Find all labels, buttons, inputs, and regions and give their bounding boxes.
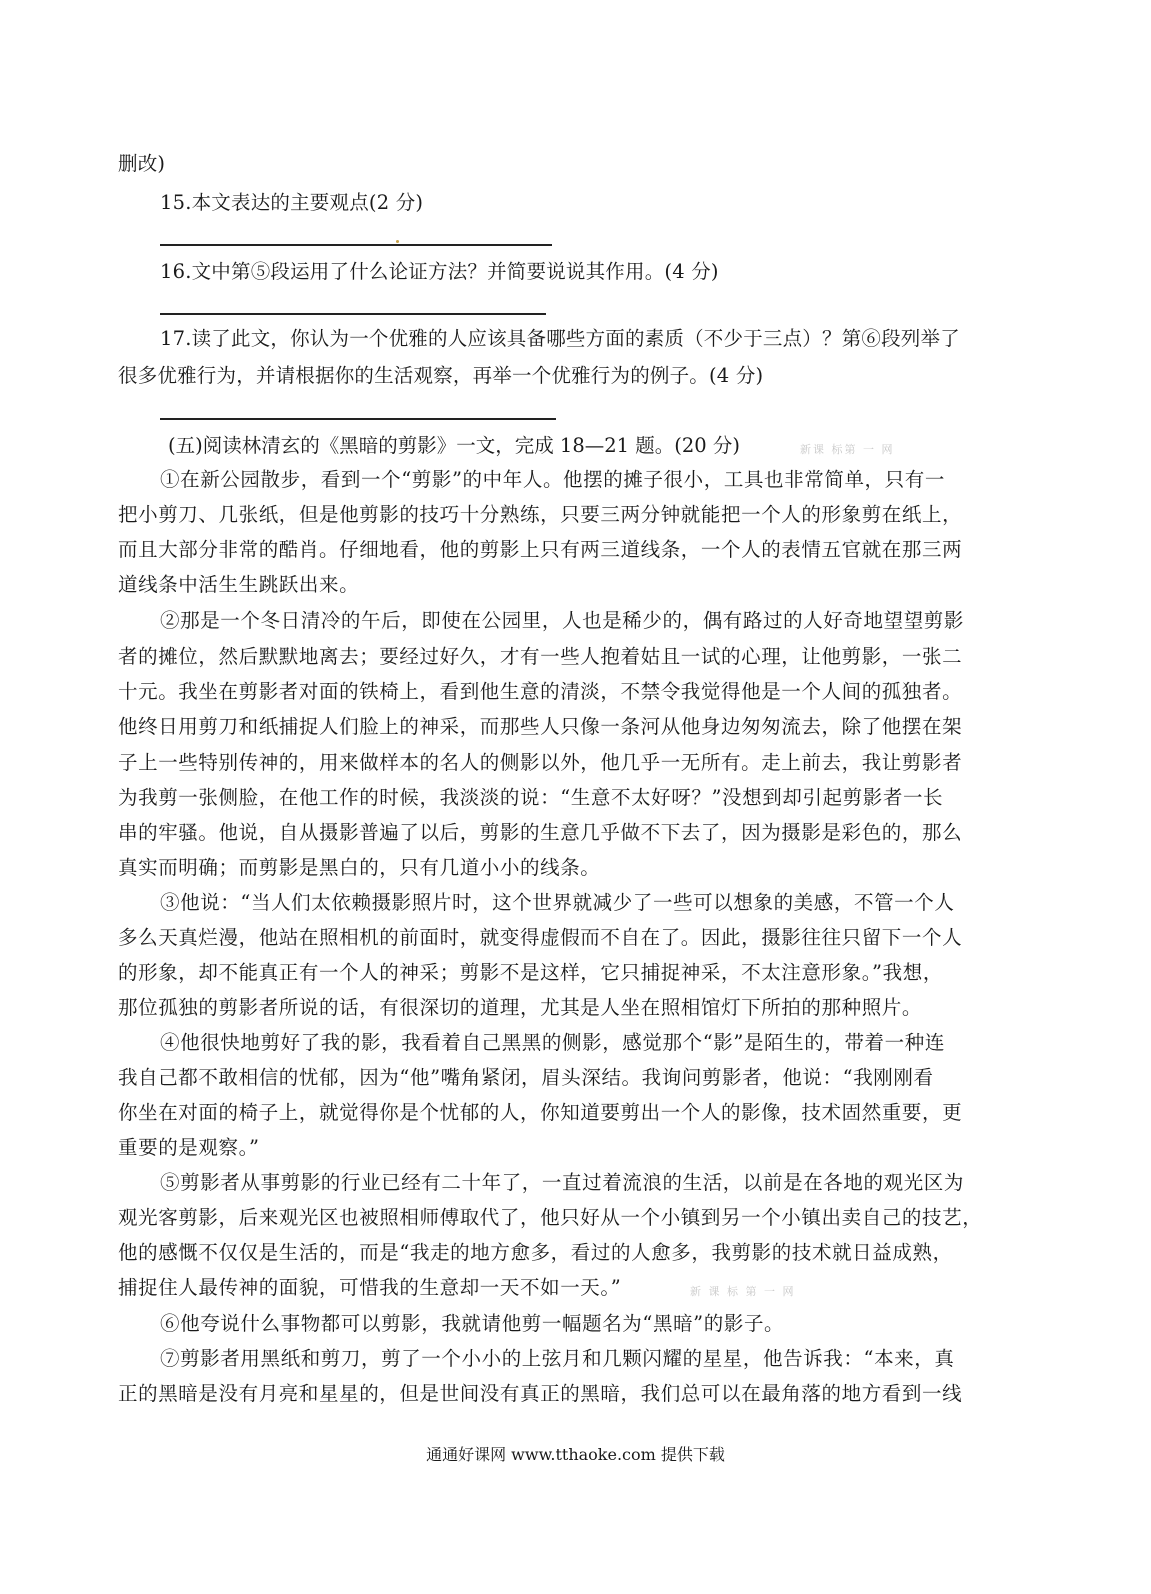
answer-blank-16[interactable] — [160, 313, 546, 315]
paragraph-1-line: 道线条中活生生跳跃出来。 — [118, 573, 360, 596]
paragraph-1-line: 把小剪刀、几张纸，但是他剪影的技巧十分熟练，只要三两分钟就能把一个人的形象剪在纸上， — [118, 503, 963, 526]
paragraph-4-line: 我自己都不敢相信的忧郁，因为“他”嘴角紧闭，眉头深结。我询问剪影者，他说：“我刚刚看 — [118, 1066, 934, 1089]
answer-blank-17[interactable] — [160, 418, 556, 420]
question-17-line-1: 17.读了此文，你认为一个优雅的人应该具备哪些方面的素质（不少于三点）？第⑥段列举了 — [160, 327, 960, 350]
paragraph-1-line: ①在新公园散步，看到一个“剪影”的中年人。他摆的摊子很小，工具也非常简单，只有一 — [160, 468, 945, 491]
paragraph-4-line: 重要的是观察。” — [118, 1136, 260, 1159]
answer-blank-15[interactable] — [160, 244, 552, 246]
paragraph-2-line: 串的牢骚。他说，自从摄影普遍了以后，剪影的生意几乎做不下去了，因为摄影是彩色的，那么 — [118, 821, 963, 844]
question-16: 16.文中第⑤段运用了什么论证方法？并简要说说其作用。(4 分) — [160, 260, 719, 283]
paragraph-7-line: 正的黑暗是没有月亮和星星的，但是世间没有真正的黑暗，我们总可以在最角落的地方看到一线 — [118, 1382, 963, 1405]
paragraph-6-line: ⑥他夸说什么事物都可以剪影，我就请他剪一幅题名为“黑暗”的影子。 — [160, 1312, 785, 1335]
question-15: 15.本文表达的主要观点(2 分) — [160, 191, 424, 214]
paragraph-5-line: 捕捉住人最传神的面貌，可惜我的生意却一天不如一天。” — [118, 1276, 622, 1299]
paragraph-5-line: 观光客剪影，后来观光区也被照相师傅取代了，他只好从一个小镇到另一个小镇出卖自己的技艺， — [118, 1206, 983, 1229]
paragraph-2-line: 真实而明确；而剪影是黑白的，只有几道小小的线条。 — [118, 856, 601, 879]
paragraph-3-line: 多么天真烂漫，他站在照相机的前面时，就变得虚假而不自在了。因此，摄影往往只留下一个人 — [118, 926, 963, 949]
paragraph-3-line: ③他说：“当人们太依赖摄影照片时，这个世界就减少了一些可以想象的美感，不管一个人 — [160, 891, 955, 914]
paragraph-5-line: 他的感慨不仅仅是生活的，而是“我走的地方愈多，看过的人愈多，我剪影的技术就日益成熟， — [118, 1241, 953, 1264]
paragraph-2-line: ②那是一个冬日清冷的午后，即使在公园里，人也是稀少的，偶有路过的人好奇地望望剪影 — [160, 609, 965, 632]
paragraph-4-line: ④他很快地剪好了我的影，我看着自己黑黑的侧影，感觉那个“影”是陌生的，带着一种连 — [160, 1031, 945, 1054]
header-fragment: 删改) — [118, 152, 166, 175]
watermark: 新 课 标 第 一 网 — [690, 1285, 796, 1298]
watermark: 新课 标第 一 网 — [800, 443, 895, 456]
paragraph-4-line: 你坐在对面的椅子上，就觉得你是个忧郁的人，你知道要剪出一个人的影像，技术固然重要，更 — [118, 1101, 963, 1124]
paragraph-1-line: 而且大部分非常的酷肖。仔细地看，他的剪影上只有两三道线条，一个人的表情五官就在那三两 — [118, 538, 963, 561]
speck — [396, 240, 399, 243]
section-title: (五)阅读林清玄的《黑暗的剪影》一文，完成 18—21 题。(20 分) — [168, 434, 740, 457]
page-footer: 通通好课网 www.tthaoke.com 提供下载 — [426, 1445, 725, 1464]
paragraph-2-line: 子上一些特别传神的，用来做样本的名人的侧影以外，他几乎一无所有。走上前去，我让剪影者 — [118, 751, 963, 774]
paragraph-2-line: 者的摊位，然后默默地离去；要经过好久，才有一些人抱着姑且一试的心理，让他剪影，一张二 — [118, 645, 963, 668]
paragraph-2-line: 他终日用剪刀和纸捕捉人们脸上的神采，而那些人只像一条河从他身边匆匆流去，除了他摆在架 — [118, 715, 963, 738]
paragraph-3-line: 的形象，却不能真正有一个人的神采；剪影不是这样，它只捕捉神采，不太注意形象。”我想， — [118, 961, 943, 984]
paragraph-7-line: ⑦剪影者用黑纸和剪刀，剪了一个小小的上弦月和几颗闪耀的星星，他告诉我：“本来，真 — [160, 1347, 955, 1370]
question-17-line-2: 很多优雅行为，并请根据你的生活观察，再举一个优雅行为的例子。(4 分) — [118, 364, 764, 387]
paragraph-2-line: 十元。我坐在剪影者对面的铁椅上，看到他生意的清淡，不禁令我觉得他是一个人间的孤独者。 — [118, 680, 963, 703]
paragraph-2-line: 为我剪一张侧脸，在他工作的时候，我淡淡的说：“生意不太好呀？”没想到却引起剪影者一长 — [118, 786, 944, 809]
paragraph-3-line: 那位孤独的剪影者所说的话，有很深切的道理，尤其是人坐在照相馆灯下所拍的那种照片。 — [118, 996, 923, 1019]
paragraph-5-line: ⑤剪影者从事剪影的行业已经有二十年了，一直过着流浪的生活，以前是在各地的观光区为 — [160, 1171, 965, 1194]
